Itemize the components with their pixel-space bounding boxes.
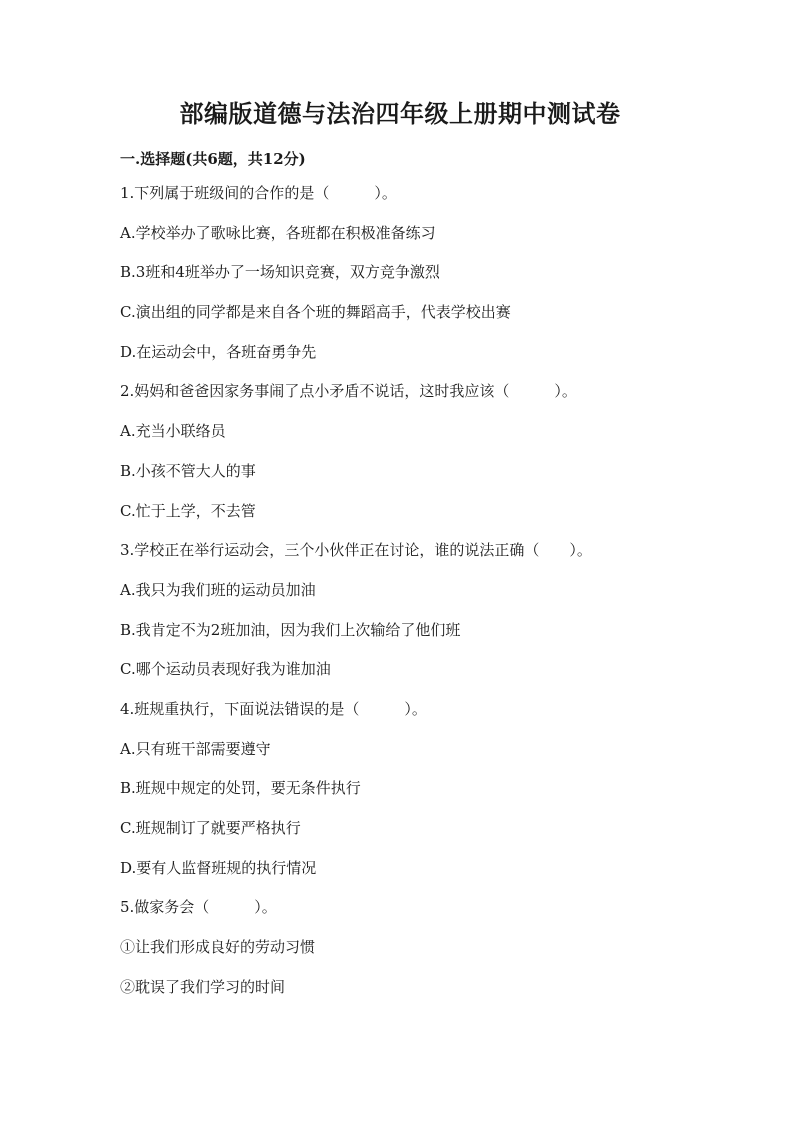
question-option: B.小孩不管大人的事	[120, 461, 256, 480]
question-stem: 2.妈妈和爸爸因家务事闹了点小矛盾不说话，这时我应该（ ）。	[120, 382, 577, 401]
question-option: B.3班和4班举办了一场知识竞赛，双方竞争激烈	[120, 263, 440, 282]
question-option: A.我只为我们班的运动员加油	[120, 580, 316, 599]
question-option: A.充当小联络员	[120, 422, 226, 441]
question-option: A.只有班干部需要遵守	[120, 739, 271, 758]
question-stem: 5.做家务会（ ）。	[120, 898, 277, 917]
section-heading: 一.选择题(共6题，共12分)	[120, 150, 306, 168]
question-option: C.忙于上学，不去管	[120, 501, 256, 520]
question-option: ①让我们形成良好的劳动习惯	[120, 938, 316, 957]
question-option: C.班规制订了就要严格执行	[120, 819, 301, 837]
question-stem: 1.下列属于班级间的合作的是（ ）。	[120, 184, 397, 202]
question-option: ②耽误了我们学习的时间	[120, 977, 286, 996]
question-option: B.我肯定不为2班加油，因为我们上次输给了他们班	[120, 620, 461, 639]
question-stem: 3.学校正在举行运动会，三个小伙伴正在讨论，谁的说法正确（ ）。	[120, 541, 592, 560]
page-title: 部编版道德与法治四年级上册期中测试卷	[179, 99, 621, 128]
question-list	[120, 182, 700, 1015]
question-option: C.演出组的同学都是来自各个班的舞蹈高手，代表学校出赛	[120, 303, 511, 322]
question-stem: 4.班规重执行，下面说法错误的是（ ）。	[120, 699, 427, 718]
question-option: A.学校举办了歌咏比赛，各班都在积极准备练习	[120, 223, 436, 242]
question-option: D.要有人监督班规的执行情况	[120, 858, 317, 877]
question-option: C.哪个运动员表现好我为谁加油	[120, 660, 331, 679]
question-option: B.班规中规定的处罚，要无条件执行	[120, 779, 361, 798]
question-option: D.在运动会中，各班奋勇争先	[120, 342, 317, 361]
